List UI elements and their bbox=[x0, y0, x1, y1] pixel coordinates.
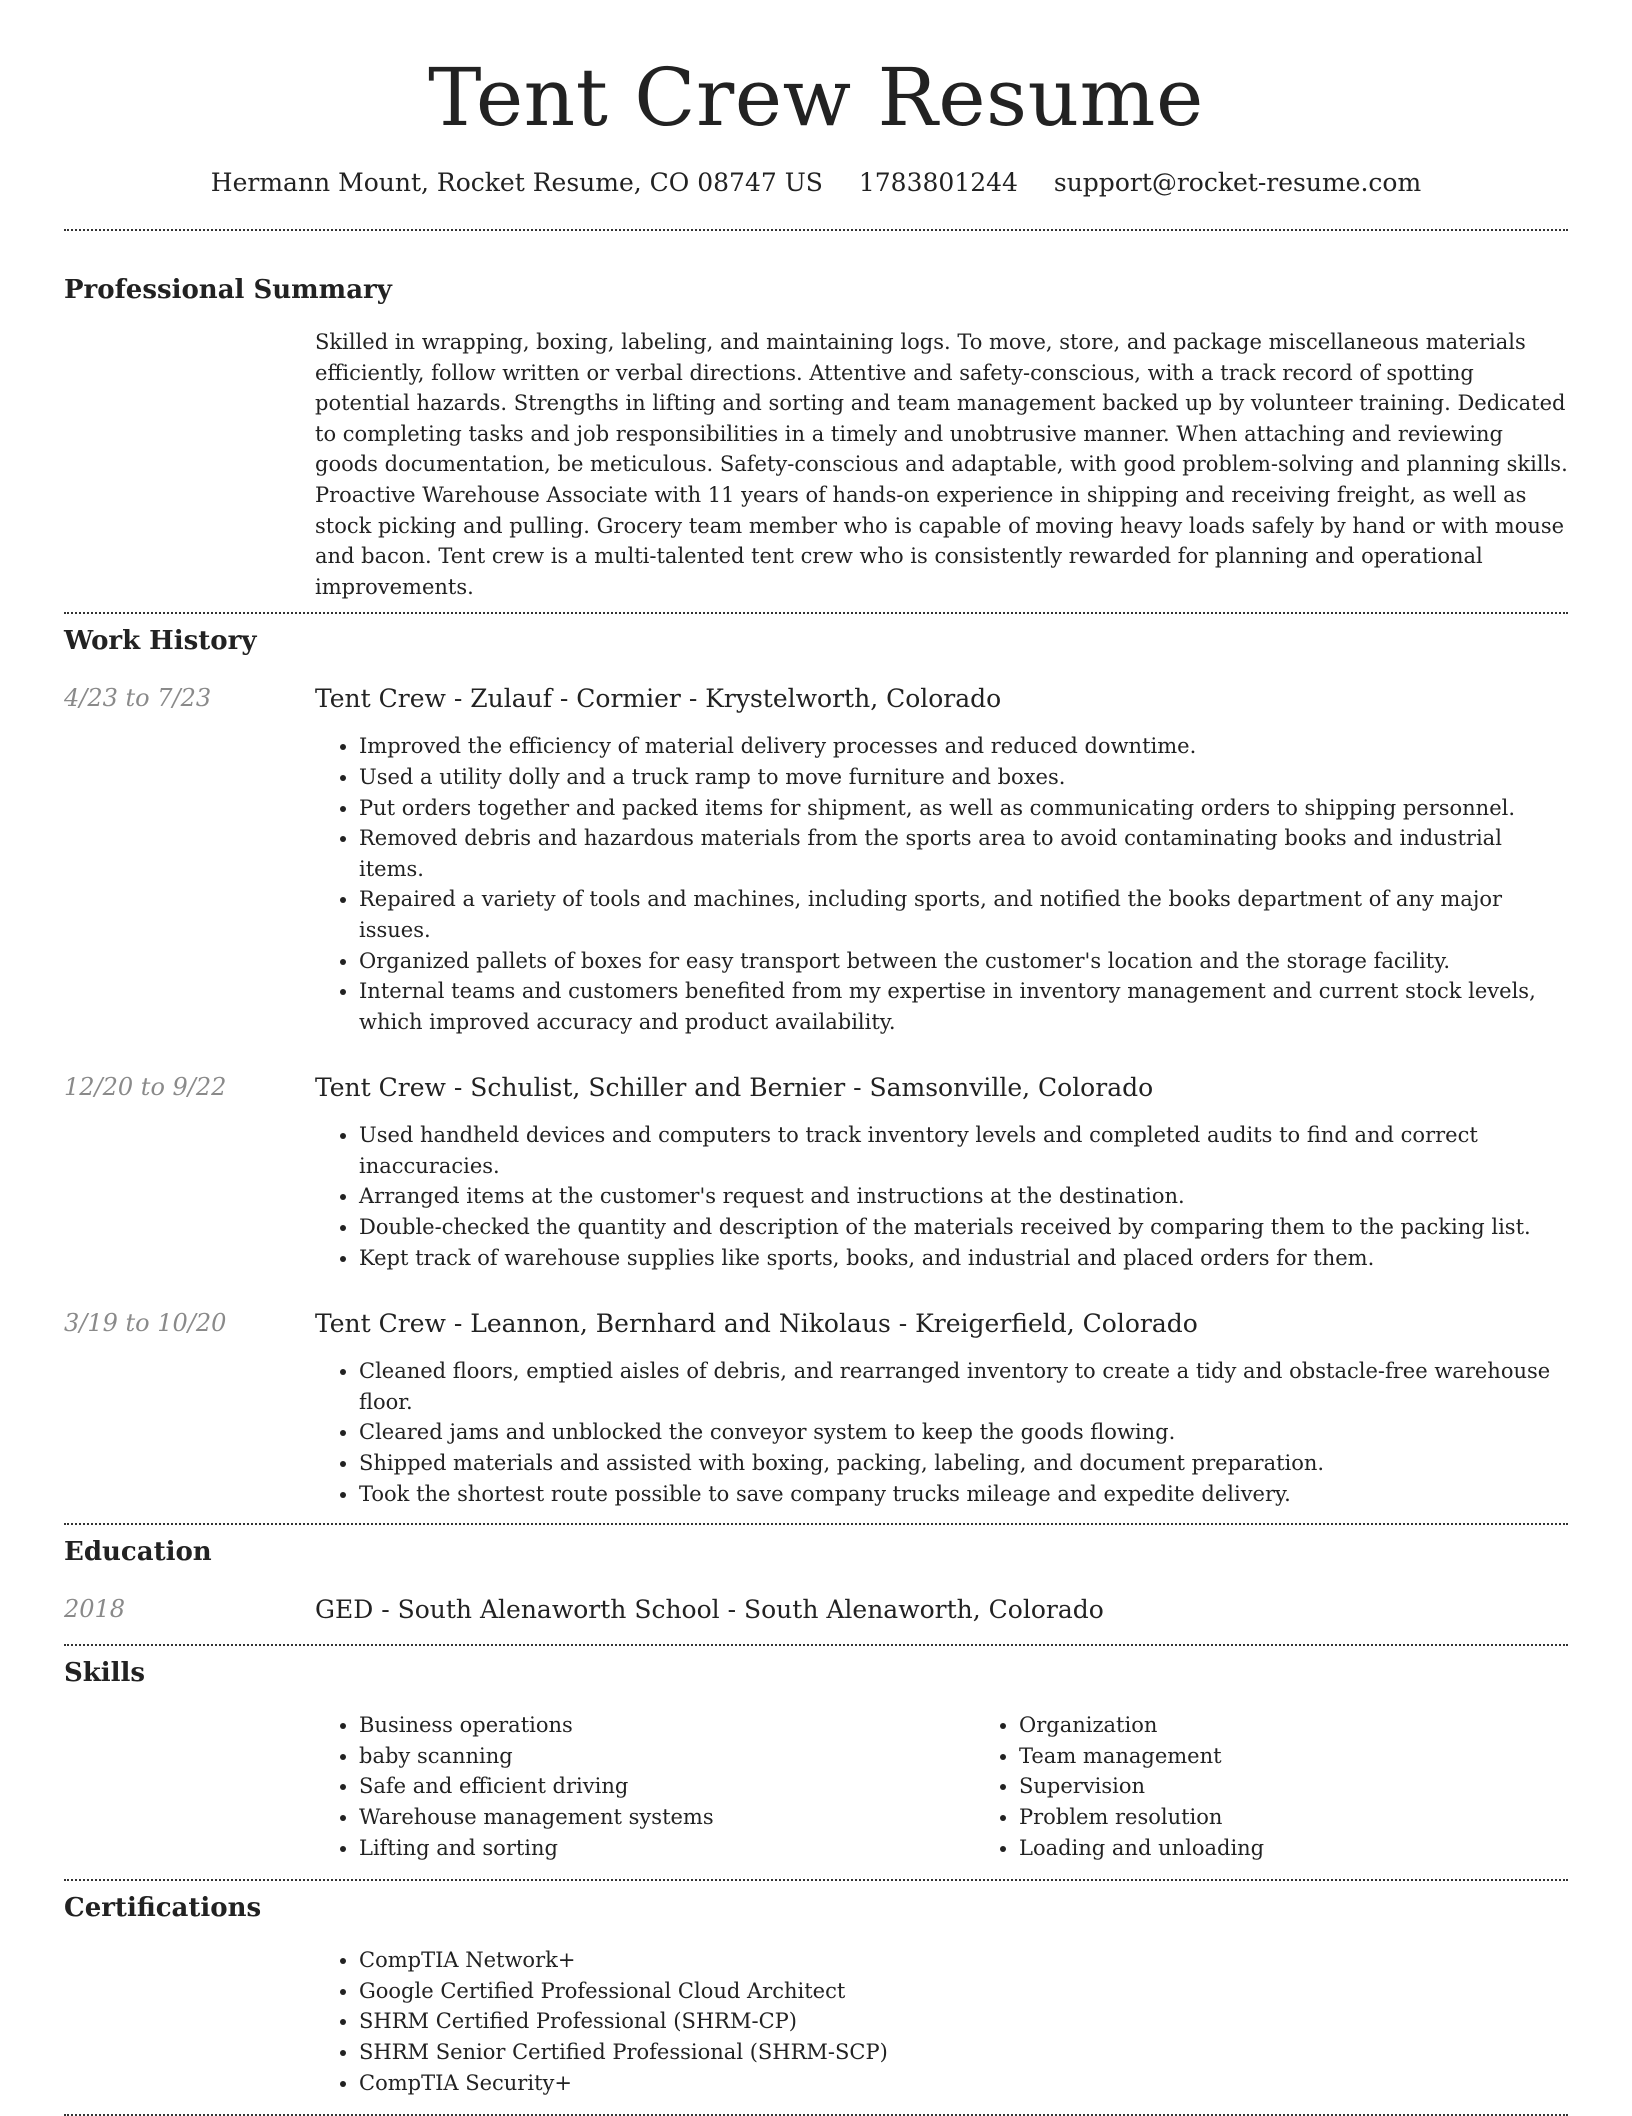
list-item: • Put orders together and packed items for shipment, as well as communicating orders to shipping personnel. bbox=[359, 793, 1568, 824]
contact-address: Hermann Mount, Rocket Resume, CO 08747 US bbox=[210, 168, 823, 197]
list-item: • Kept track of warehouse supplies like sports, books, and industrial and placed orders for them. bbox=[359, 1243, 1568, 1274]
list-item: • Arranged items at the customer's request and instructions at the destination. bbox=[359, 1181, 1568, 1212]
skills-list-right bbox=[975, 1710, 1264, 1863]
list-item: • Internal teams and customers benefited from my expertise in inventory management and current stock levels, which improved accuracy and product availability. bbox=[359, 976, 1568, 1037]
divider bbox=[64, 612, 1568, 614]
skills-list-left bbox=[315, 1710, 975, 1863]
job-entry bbox=[64, 1073, 1568, 1273]
work-history-section bbox=[64, 626, 1568, 1509]
summary-section bbox=[64, 275, 1568, 602]
job-bullets bbox=[315, 1356, 1568, 1509]
list-item: • Business operations bbox=[359, 1710, 975, 1741]
list-item: • Improved the efficiency of material delivery processes and reduced downtime. bbox=[359, 731, 1568, 762]
divider bbox=[64, 1879, 1568, 1881]
job-bullets bbox=[315, 731, 1568, 1037]
list-item: • Repaired a variety of tools and machines, including sports, and notified the books department of any major issues. bbox=[359, 884, 1568, 945]
divider bbox=[64, 1644, 1568, 1646]
contact-line bbox=[64, 168, 1568, 197]
education-year: 2018 bbox=[64, 1595, 126, 1624]
list-item: • Lifting and sorting bbox=[359, 1833, 975, 1864]
summary-heading: Professional Summary bbox=[64, 275, 392, 305]
list-item: • Safe and efficient driving bbox=[359, 1771, 975, 1802]
education-heading: Education bbox=[64, 1537, 212, 1568]
skills-heading: Skills bbox=[64, 1658, 146, 1689]
list-item: • Problem resolution bbox=[1019, 1802, 1264, 1833]
job-dates: 3/19 to 10/20 bbox=[64, 1309, 227, 1338]
education-section bbox=[64, 1537, 1568, 1624]
job-title: Tent Crew - Schulist, Schiller and Bernier - Samsonville, Colorado bbox=[315, 1073, 1154, 1103]
job-dates: 4/23 to 7/23 bbox=[64, 684, 212, 713]
list-item: • Took the shortest route possible to save company trucks mileage and expedite delivery. bbox=[359, 1479, 1568, 1510]
list-item: • Cleared jams and unblocked the conveyor system to keep the goods flowing. bbox=[359, 1417, 1568, 1448]
education-entry bbox=[64, 1595, 1568, 1624]
list-item: • Used a utility dolly and a truck ramp to move furniture and boxes. bbox=[359, 762, 1568, 793]
skills-section bbox=[64, 1658, 1568, 1863]
list-item: • Organized pallets of boxes for easy transport between the customer's location and the storage facility. bbox=[359, 946, 1568, 977]
list-item: • SHRM Certified Professional (SHRM-CP) bbox=[359, 2006, 1568, 2037]
list-item: • CompTIA Network+ bbox=[359, 1945, 1568, 1976]
list-item: • Team management bbox=[1019, 1741, 1264, 1772]
list-item: • Organization bbox=[1019, 1710, 1264, 1741]
list-item: • Warehouse management systems bbox=[359, 1802, 975, 1833]
list-item: • Removed debris and hazardous materials from the sports area to avoid contaminating books and industrial items. bbox=[359, 823, 1568, 884]
list-item: • Used handheld devices and computers to track inventory levels and completed audits to find and correct inaccuracies. bbox=[359, 1120, 1568, 1181]
list-item: • Cleaned floors, emptied aisles of debris, and rearranged inventory to create a tidy and obstacle-free warehouse floor. bbox=[359, 1356, 1568, 1417]
list-item: • Shipped materials and assisted with boxing, packing, labeling, and document preparation. bbox=[359, 1448, 1568, 1479]
divider bbox=[64, 1523, 1568, 1525]
divider bbox=[64, 229, 1568, 231]
list-item: • Loading and unloading bbox=[1019, 1833, 1264, 1864]
contact-email: support@rocket-resume.com bbox=[1053, 168, 1422, 197]
list-item: • CompTIA Security+ bbox=[359, 2068, 1568, 2099]
certifications-list bbox=[315, 1945, 1568, 2098]
job-dates: 12/20 to 9/22 bbox=[64, 1073, 227, 1102]
list-item: • Google Certified Professional Cloud Architect bbox=[359, 1976, 1568, 2007]
job-title: Tent Crew - Zulauf - Cormier - Krystelworth, Colorado bbox=[315, 684, 1002, 714]
job-title: Tent Crew - Leannon, Bernhard and Nikolaus - Kreigerfield, Colorado bbox=[315, 1309, 1198, 1339]
education-detail: GED - South Alenaworth School - South Alenaworth, Colorado bbox=[315, 1595, 1104, 1625]
contact-phone: 1783801244 bbox=[858, 168, 1018, 197]
job-entry bbox=[64, 1309, 1568, 1509]
work-history-heading: Work History bbox=[64, 626, 257, 657]
list-item: • Double-checked the quantity and description of the materials received by comparing them to the packing list. bbox=[359, 1212, 1568, 1243]
list-item: • SHRM Senior Certified Professional (SHRM-SCP) bbox=[359, 2037, 1568, 2068]
summary-text: Skilled in wrapping, boxing, labeling, and maintaining logs. To move, store, and package miscellaneous materials efficiently, follow written or verbal directions. Attentive and safety-conscious, with a track record of spotting potential hazards. Strengths in lifting and sorting and team management backed up by volunteer training. Dedicated to completing tasks and job responsibilities in a timely and unobtrusive manner. When attaching and reviewing goods documentation, be meticulous. Safety-conscious and adaptable, with good problem-solving and planning skills. Proactive Warehouse Associate with 11 years of hands-on experience in shipping and receiving freight, as well as stock picking and pulling. Grocery team member who is capable of moving heavy loads safely by hand or with mouse and bacon. Tent crew is a multi-talented tent crew who is consistently rewarded for planning and operational improvements. bbox=[315, 330, 1568, 599]
job-bullets bbox=[315, 1120, 1568, 1273]
list-item: • Supervision bbox=[1019, 1771, 1264, 1802]
job-entry bbox=[64, 684, 1568, 1037]
resume-title: Tent Crew Resume bbox=[428, 51, 1204, 144]
certifications-section bbox=[64, 1893, 1568, 2098]
certifications-heading: Certifications bbox=[64, 1893, 262, 1924]
list-item: • baby scanning bbox=[359, 1741, 975, 1772]
